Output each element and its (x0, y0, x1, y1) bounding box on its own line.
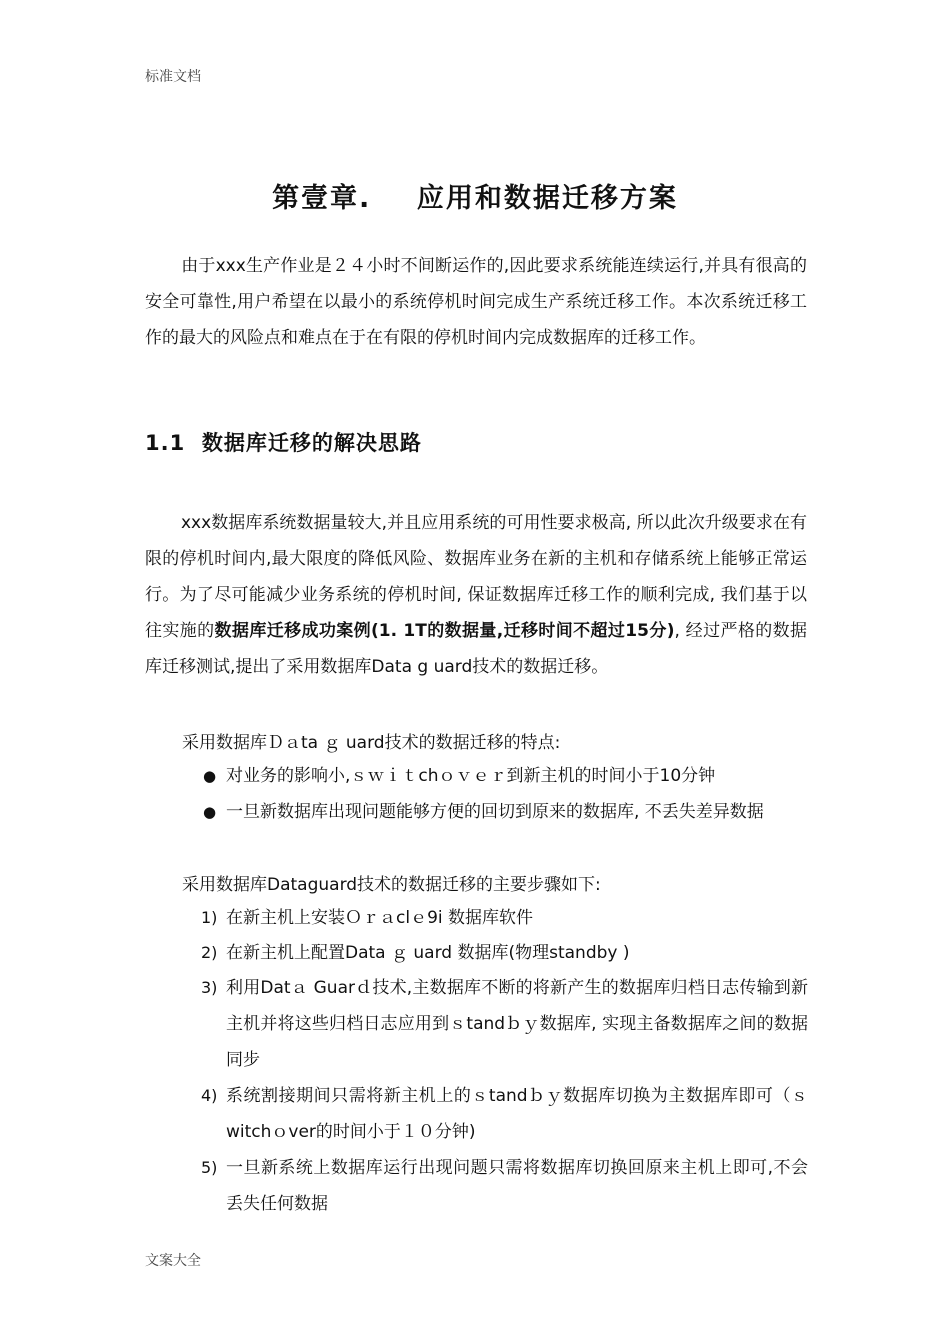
intro-text: 由于xxx生产作业是２４小时不间断运作的,因此要求系统能连续运行,并具有很高的安全可靠性,用户希望在以最小的系统停机时间完成生产系统迁移工作。本次系统迁移工作的最大的风险点和难点在于在有限的停机时间内完成数据库的迁移工作。 (145, 256, 807, 348)
step-number: 2) (201, 943, 218, 962)
chapter-title: 第壹章. 应用和数据迁移方案 (272, 183, 678, 214)
feature-item: 一旦新数据库出现问题能够方便的回切到原来的数据库, 不丢失差异数据 (226, 802, 764, 822)
intro-paragraph (145, 248, 807, 356)
step-item: 利用Datａ Guarｄ技术,主数据库不断的将新产生的数据库归档日志传输到新主机并将这些归档日志应用到ｓtandｂｙ数据库, 实现主备数据库之间的数据同步 (226, 978, 808, 1070)
step-item: 在新主机上安装Ｏｒａclｅ9i 数据库软件 (226, 908, 534, 928)
bullet-icon: ● (203, 767, 217, 785)
page-header: 标准文档 (145, 69, 201, 85)
step-number: 4) (201, 1086, 218, 1105)
step-number: 1) (201, 908, 218, 927)
page-footer: 文案大全 (145, 1253, 201, 1269)
step-number: 5) (201, 1158, 218, 1177)
section-text-before-bold: xxx数据库系统数据量较大,并且应用系统的可用性要求极高, 所以此次升级要求在有限的停机时间内,最大限度的降低风险、数据库业务在新的主机和存储系统上能够正常运行。为了尽可能减少业务系统的停机时间, 保证数据库迁移工作的顺利完成, 我们基于以往实施的 (145, 513, 807, 641)
step-number: 3) (201, 978, 218, 997)
section-text-bold: 数据库迁移成功案例(1. 1T的数据量,迁移时间不超过15分) (214, 621, 675, 641)
step-item: 系统割接期间只需将新主机上的ｓtandｂｙ数据库切换为主数据库即可（ｓwitchｏver的时间小于１０分钟) (226, 1086, 808, 1142)
section-text-after-bold: , 经过严格的数据库迁移测试,提出了采用数据库Data g uard技术的数据迁移。 (145, 621, 807, 677)
section-title: 1.1 数据库迁移的解决思路 (145, 431, 422, 455)
steps-intro: 采用数据库Dataguard技术的数据迁移的主要步骤如下: (182, 875, 601, 895)
step-item: 在新主机上配置Data ｇ uard 数据库(物理standby ) (226, 943, 630, 963)
bullet-icon: ● (203, 803, 217, 821)
step-item: 一旦新系统上数据库运行出现问题只需将数据库切换回原来主机上即可,不会丢失任何数据 (226, 1158, 808, 1214)
section-paragraph (145, 505, 807, 685)
features-intro: 采用数据库Ｄａta ｇ uard技术的数据迁移的特点: (182, 733, 561, 753)
feature-item: 对业务的影响小,ｓｗｉｔchｏｖｅｒ到新主机的时间小于10分钟 (226, 766, 716, 786)
